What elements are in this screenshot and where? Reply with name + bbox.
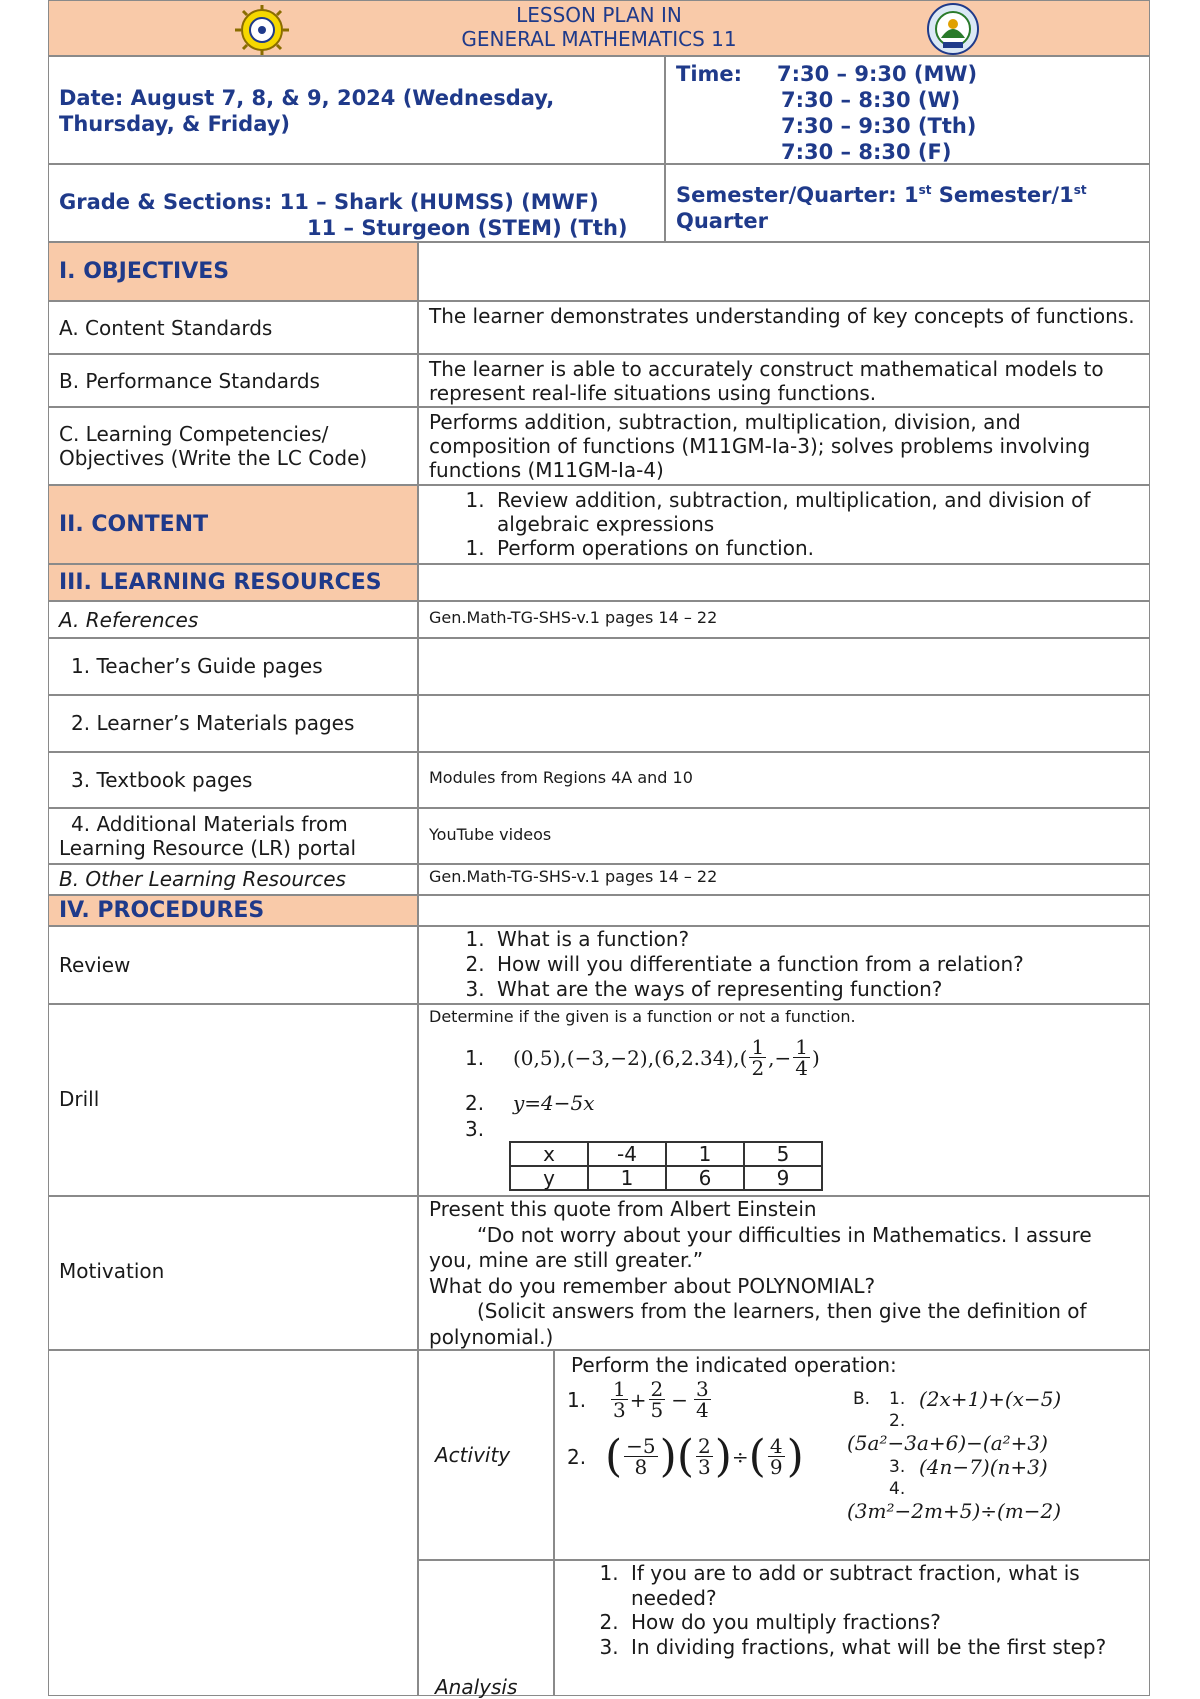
activity-b4-expression: (3m²−2m+5)÷(m−2)	[847, 1499, 1062, 1523]
left-paren: (	[676, 1431, 694, 1482]
fraction: $\frac{1}{3}$	[613, 1377, 626, 1422]
drill-item-2-equation: y=4−5x	[513, 1091, 595, 1115]
time-slot-1: 7:30 – 9:30 (MW)	[777, 62, 978, 86]
content-item: 1. Review addition, subtraction, multiplication, and division of algebraic expressions	[491, 488, 1149, 536]
motivation-label-cell	[48, 1196, 418, 1350]
fraction: $\frac{3}{4}$	[696, 1377, 709, 1422]
content-item: 1. Perform operations on function.	[491, 536, 1149, 560]
references-label-cell	[48, 601, 418, 638]
review-label-cell	[48, 926, 418, 1004]
learners-materials-label-cell	[48, 695, 418, 752]
references-label: A. References	[59, 608, 199, 632]
time-slot-4: 7:30 – 8:30 (F)	[781, 140, 952, 164]
performance-standards-label: B. Performance Standards	[59, 369, 320, 393]
activity-b4-number: 4.	[889, 1479, 906, 1499]
resources-heading-cell	[48, 564, 418, 601]
table-cell: 1	[588, 1166, 666, 1190]
motivation-text-cell	[418, 1196, 1150, 1350]
operator: −	[671, 1387, 688, 1412]
analysis-label-cell	[418, 1560, 554, 1699]
additional-materials-label: 4. Additional Materials from Learning Resource (LR) portal	[59, 812, 357, 860]
activity-b1-expression: (2x+1)+(x−5)	[919, 1387, 1062, 1411]
drill-table	[509, 1141, 823, 1191]
content-list-2	[419, 536, 1149, 560]
content-standards-text-cell	[418, 301, 1150, 354]
drill-item-1-pairs: (0,5),(−3,−2),(6,2.34),(	[513, 1045, 748, 1070]
time-label: Time:	[676, 62, 743, 86]
additional-materials-text-cell	[418, 808, 1150, 864]
learners-materials-text-cell	[418, 695, 1150, 752]
textbook-label: 3. Textbook pages	[71, 768, 253, 792]
date-cell	[48, 56, 665, 164]
resources-heading: III. LEARNING RESOURCES	[59, 570, 382, 595]
activity-label: Activity	[435, 1443, 511, 1467]
table-cell: 6	[666, 1166, 744, 1190]
table-cell: -4	[588, 1142, 666, 1166]
drill-item-2	[465, 1091, 595, 1115]
textbook-text: Modules from Regions 4A and 10	[429, 768, 693, 787]
learners-materials-label: 2. Learner’s Materials pages	[71, 711, 355, 735]
table-cell: x	[510, 1142, 588, 1166]
teachers-guide-text-cell	[418, 638, 1150, 695]
competencies-text: Performs addition, subtraction, multiplication, division, and composition of functions (M11GM-Ia-3); solves problems involving functions (M11GM-Ia-4)	[429, 410, 1091, 482]
drill-item-1-fraction-half: $\frac{1}{2}$	[751, 1035, 765, 1080]
activity-b	[847, 1387, 1062, 1523]
activity-a1-number: 1.	[567, 1387, 587, 1412]
semester-cell	[665, 164, 1150, 242]
activity-content-cell	[554, 1350, 1150, 1560]
header-banner	[48, 0, 1150, 56]
motivation-instruction: (Solicit answers from the learners, then give the definition of polynomial.)	[429, 1299, 1087, 1349]
operator: ÷	[731, 1444, 749, 1469]
semester-text: Semester/Quarter: 1st Semester/1st Quarter	[676, 183, 1087, 233]
activity-a2-number: 2.	[567, 1444, 587, 1469]
analysis-item: 3. In dividing fractions, what will be the first step?	[625, 1635, 1139, 1660]
performance-standards-label-cell	[48, 354, 418, 407]
competencies-text-cell	[418, 407, 1150, 485]
right-paren: )	[786, 1431, 804, 1482]
drill-item-1-separator: ,−	[768, 1045, 792, 1070]
motivation-question: What do you remember about POLYNOMIAL?	[429, 1273, 876, 1298]
objectives-heading: I. OBJECTIVES	[59, 259, 230, 284]
activity-b2-number: 2.	[889, 1411, 906, 1431]
header-title	[49, 3, 1149, 51]
analysis-label: Analysis	[435, 1675, 518, 1699]
left-paren: (	[748, 1431, 766, 1482]
drill-item-3-number: 3.	[465, 1117, 485, 1141]
performance-standards-text: The learner is able to accurately construct mathematical models to represent real-life situations using functions.	[429, 357, 1104, 405]
table-row	[510, 1142, 822, 1166]
activity-b2-expression: (5a²−3a+6)−(a²+3)	[847, 1431, 1048, 1455]
activity-b3	[853, 1455, 1061, 1479]
activity-b3-number: 3.	[889, 1457, 906, 1477]
school-seal-icon	[231, 3, 293, 57]
review-list	[419, 927, 1149, 1002]
analysis-content-cell	[554, 1560, 1150, 1696]
activity-b1	[853, 1387, 1061, 1411]
performance-standards-text-cell	[418, 354, 1150, 407]
activity-b3-expression: (4n−7)(n+3)	[919, 1455, 1048, 1479]
time-slot-2: 7:30 – 8:30 (W)	[781, 88, 961, 112]
textbook-text-cell	[418, 752, 1150, 808]
motivation-intro: Present this quote from Albert Einstein	[429, 1197, 817, 1221]
drill-item-1-fraction-quarter: $\frac{1}{4}$	[795, 1035, 809, 1080]
procedures-blank-cell	[418, 895, 1150, 926]
left-paren: (	[605, 1431, 623, 1482]
table-cell: 9	[744, 1166, 822, 1190]
drill-item-1	[465, 1037, 820, 1078]
review-label: Review	[59, 953, 131, 977]
date-line1: Date: August 7, 8, & 9, 2024 (Wednesday,	[59, 86, 555, 110]
drill-intro: Determine if the given is a function or not a function.	[429, 1007, 856, 1026]
grade-cell	[48, 164, 665, 242]
right-paren: )	[659, 1431, 677, 1482]
objectives-heading-cell	[48, 242, 418, 301]
drill-item-1-close: )	[812, 1045, 820, 1070]
motivation-quote: “Do not worry about your difficulties in Mathematics. I assure you, mine are still greater.”	[429, 1222, 1092, 1272]
other-resources-text-cell	[418, 864, 1150, 895]
operator: +	[629, 1387, 647, 1412]
analysis-item: 1. If you are to add or subtract fraction, what is needed?	[625, 1561, 1139, 1610]
fraction: $\frac{2}{3}$	[698, 1434, 711, 1479]
header-title-line2: GENERAL MATHEMATICS 11	[461, 27, 737, 51]
other-resources-text: Gen.Math-TG-SHS-v.1 pages 14 – 22	[429, 867, 718, 886]
references-text-cell	[418, 601, 1150, 638]
references-text: Gen.Math-TG-SHS-v.1 pages 14 – 22	[429, 608, 718, 627]
drill-content-cell	[418, 1004, 1150, 1196]
fraction: $\frac{2}{5}$	[650, 1377, 664, 1422]
competencies-label-cell	[48, 407, 418, 485]
right-paren: )	[714, 1431, 732, 1482]
activity-b1-number: 1.	[889, 1389, 906, 1409]
table-cell: 1	[666, 1142, 744, 1166]
time-slot-3: 7:30 – 9:30 (Tth)	[781, 114, 977, 138]
resources-blank-cell	[418, 564, 1150, 601]
content-list-cell	[418, 485, 1150, 564]
header-title-line1: LESSON PLAN IN	[516, 3, 682, 27]
teachers-guide-label-cell	[48, 638, 418, 695]
other-resources-label-cell	[48, 864, 418, 895]
content-standards-label-cell	[48, 301, 418, 354]
competencies-label: C. Learning Competencies/ Objectives (Write the LC Code)	[59, 422, 368, 470]
additional-materials-label-cell	[48, 808, 418, 864]
activity-outer-cell	[48, 1350, 418, 1696]
activity-a1	[567, 1379, 713, 1420]
analysis-list	[555, 1561, 1149, 1659]
drill-item-1-number: 1.	[465, 1045, 485, 1070]
grade-line2: 11 – Sturgeon (STEM) (Tth)	[307, 216, 628, 240]
activity-b-label: B.	[853, 1389, 871, 1409]
deped-seal-icon	[925, 2, 981, 56]
grade-line1: Grade & Sections: 11 – Shark (HUMSS) (MWF)	[59, 190, 599, 214]
table-cell: 5	[744, 1142, 822, 1166]
review-list-cell	[418, 926, 1150, 1004]
procedures-heading: IV. PROCEDURES	[59, 898, 265, 923]
fraction: $\frac{-5}{8}$	[626, 1434, 656, 1479]
activity-intro: Perform the indicated operation:	[571, 1353, 897, 1377]
table-cell: y	[510, 1166, 588, 1190]
content-standards-label: A. Content Standards	[59, 316, 273, 340]
objectives-blank-cell	[418, 242, 1150, 301]
time-cell	[665, 56, 1150, 164]
review-item: 2. How will you differentiate a function from a relation?	[491, 952, 1149, 977]
review-item: 3. What are the ways of representing function?	[491, 977, 1149, 1002]
activity-a2	[567, 1431, 804, 1482]
drill-item-2-number: 2.	[465, 1091, 485, 1115]
content-heading: II. CONTENT	[59, 512, 209, 537]
motivation-label: Motivation	[59, 1259, 165, 1283]
teachers-guide-label: 1. Teacher’s Guide pages	[71, 654, 323, 678]
table-row	[510, 1166, 822, 1190]
drill-label: Drill	[59, 1087, 100, 1111]
content-list	[419, 486, 1149, 536]
fraction: $\frac{4}{9}$	[769, 1434, 783, 1479]
other-resources-label: B. Other Learning Resources	[59, 867, 346, 891]
content-heading-cell	[48, 485, 418, 564]
analysis-item: 2. How do you multiply fractions?	[625, 1610, 1139, 1635]
date-line2: Thursday, & Friday)	[59, 112, 291, 136]
procedures-heading-cell	[48, 895, 418, 926]
content-standards-text: The learner demonstrates understanding of key concepts of functions.	[429, 304, 1135, 328]
drill-label-cell	[48, 1004, 418, 1196]
activity-label-cell	[418, 1350, 554, 1560]
review-item: 1. What is a function?	[491, 927, 1149, 952]
additional-materials-text: YouTube videos	[429, 825, 552, 844]
textbook-label-cell	[48, 752, 418, 808]
